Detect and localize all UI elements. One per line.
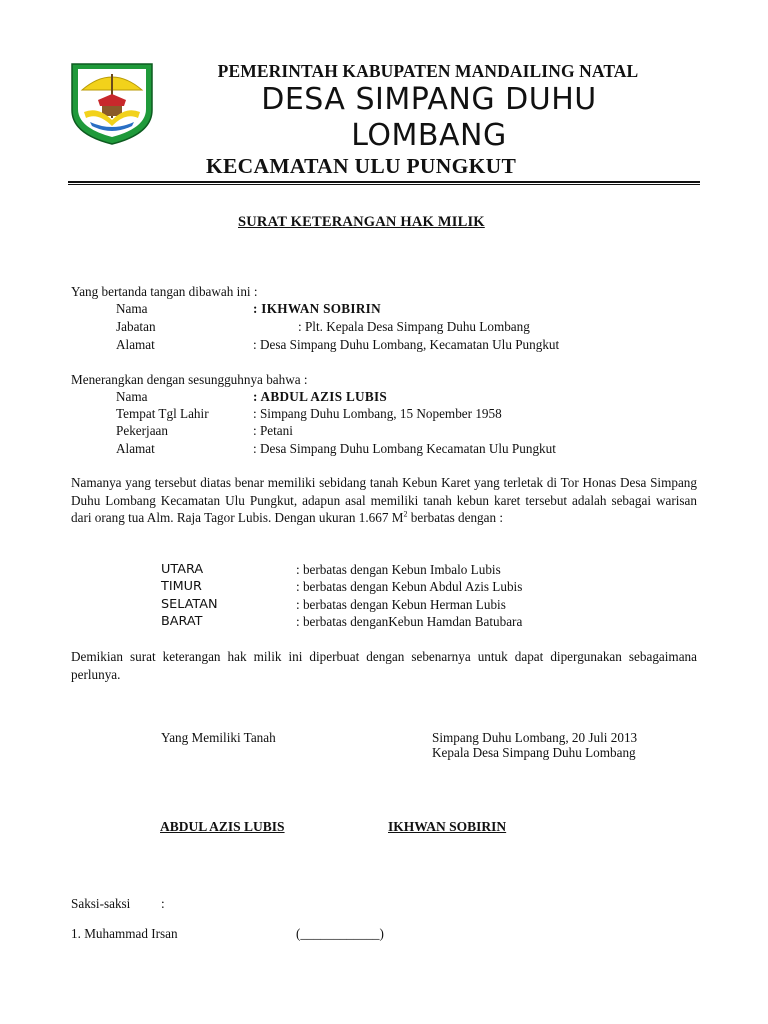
subject-label-nama: Nama xyxy=(116,389,148,404)
signatory-label-alamat: Alamat xyxy=(116,337,155,352)
border-value-selatan: : berbatas dengan Kebun Herman Lubis xyxy=(296,597,506,612)
subject-value-alamat: : Desa Simpang Duhu Lombang Kecamatan Ulu Pungkut xyxy=(253,441,556,456)
signatory-value-jabatan: : Plt. Kepala Desa Simpang Duhu Lombang xyxy=(298,319,530,334)
signatory-label-nama: Nama xyxy=(116,301,148,316)
regency-emblem-logo xyxy=(68,60,156,146)
border-value-utara: : berbatas dengan Kebun Imbalo Lubis xyxy=(296,562,501,577)
subject-label-job: Pekerjaan xyxy=(116,423,168,438)
village-heading: DESA SIMPANG DUHU LOMBANG xyxy=(261,82,597,153)
area-unit-superscript: 2 xyxy=(403,509,408,519)
land-description-text: Namanya yang tersebut diatas benar memiliki sebidang tanah Kebun Karet yang terletak di Tor Honas Desa Simpang Duhu Lombang Kecamatan Ulu Pungkut, adapun asal memiliki tanah kebun karet tersebut adalah sebagai warisan dari orang tua Alm. Raja Tagor Lubis. Dengan ukuran 1.667 M xyxy=(71,475,697,525)
subject-value-job: : Petani xyxy=(253,423,293,438)
head-signature-name: IKHWAN SOBIRIN xyxy=(388,819,507,834)
border-direction-selatan: SELATAN xyxy=(161,597,218,612)
signatory-label-jabatan: Jabatan xyxy=(116,319,156,334)
border-direction-barat: BARAT xyxy=(161,614,203,629)
subject-label-alamat: Alamat xyxy=(116,441,155,456)
subject-label-birth: Tempat Tgl Lahir xyxy=(116,406,209,421)
government-heading: PEMERINTAH KABUPATEN MANDAILING NATAL xyxy=(217,61,639,81)
district-heading: KECAMATAN ULU PUNGKUT xyxy=(206,154,517,178)
witness-signature-line: (____________) xyxy=(296,926,384,941)
witness-name: 1. Muhammad Irsan xyxy=(71,926,178,941)
border-value-timur: : berbatas dengan Kebun Abdul Azis Lubis xyxy=(296,579,523,594)
border-direction-timur: TIMUR xyxy=(161,579,202,594)
witnesses-colon: : xyxy=(161,896,165,911)
owner-signature-label: Yang Memiliki Tanah xyxy=(161,730,276,745)
border-value-barat: : berbatas denganKebun Hamdan Batubara xyxy=(296,614,523,629)
subject-value-nama: : ABDUL AZIS LUBIS xyxy=(253,389,388,404)
border-direction-utara: UTARA xyxy=(161,562,204,577)
signatory-value-alamat: : Desa Simpang Duhu Lombang, Kecamatan Ulu Pungkut xyxy=(253,337,560,352)
place-date: Simpang Duhu Lombang, 20 Juli 2013 xyxy=(432,730,638,745)
subject-intro: Menerangkan dengan sesungguhnya bahwa : xyxy=(71,372,308,387)
document-title: SURAT KETERANGAN HAK MILIK xyxy=(238,214,485,230)
witnesses-label: Saksi-saksi xyxy=(71,896,131,911)
signatory-intro: Yang bertanda tangan dibawah ini : xyxy=(71,284,258,299)
closing-paragraph: Demikian surat keterangan hak milik ini diperbuat dengan sebenarnya untuk dapat dipergunakan sebagaimana perlunya. xyxy=(71,649,697,682)
owner-signature-name: ABDUL AZIS LUBIS xyxy=(160,819,285,834)
header-divider xyxy=(68,181,700,183)
signatory-value-nama: : IKHWAN SOBIRIN xyxy=(253,301,381,316)
land-description-tail: berbatas dengan : xyxy=(410,510,504,525)
head-title: Kepala Desa Simpang Duhu Lombang xyxy=(432,745,636,760)
land-description-paragraph xyxy=(71,474,697,527)
header-divider-thin xyxy=(68,184,700,185)
subject-value-birth: : Simpang Duhu Lombang, 15 Nopember 1958 xyxy=(253,406,502,421)
